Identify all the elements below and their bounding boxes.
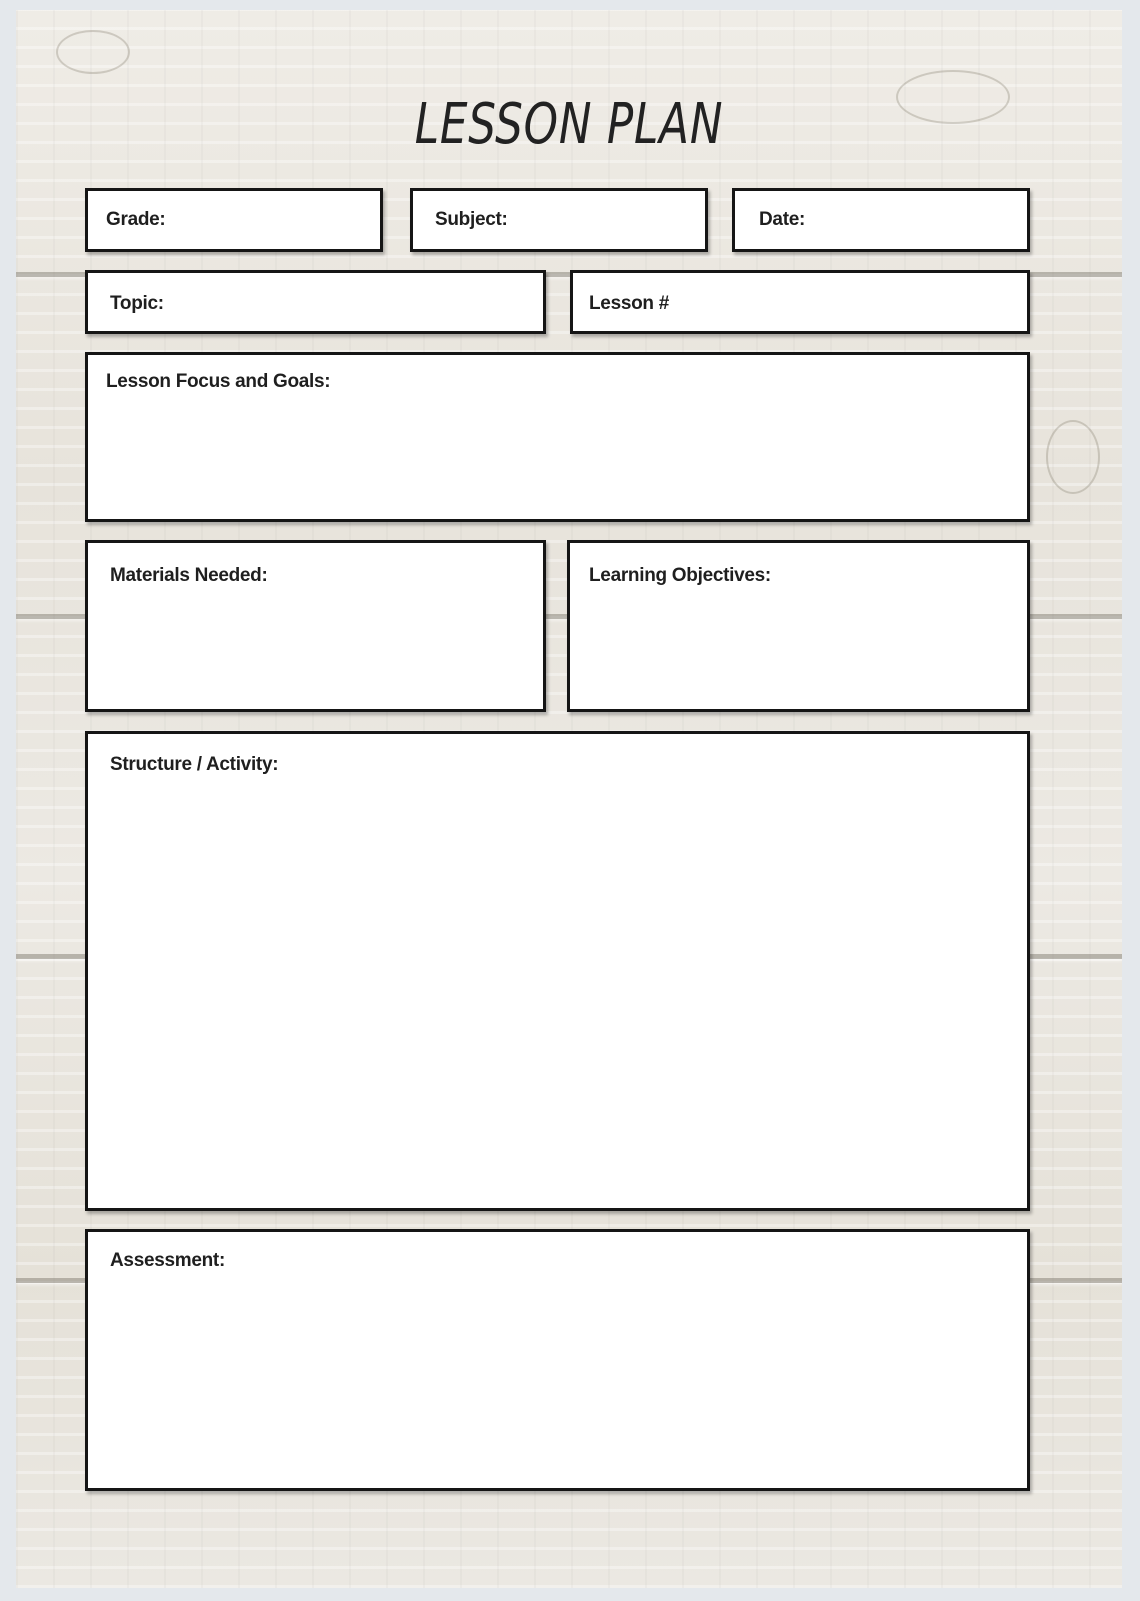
lesson-focus-field[interactable] — [85, 352, 1030, 522]
grade-label: Grade: — [106, 209, 166, 230]
lesson-number-field[interactable] — [570, 270, 1030, 334]
materials-label: Materials Needed: — [110, 565, 268, 586]
assessment-label: Assessment: — [110, 1250, 225, 1271]
topic-field[interactable] — [85, 270, 546, 334]
lesson-focus-label: Lesson Focus and Goals: — [106, 371, 331, 392]
lesson-number-label: Lesson # — [589, 293, 669, 314]
wood-knot — [56, 30, 130, 74]
grade-field[interactable] — [85, 188, 383, 252]
date-field[interactable] — [732, 188, 1030, 252]
assessment-field[interactable] — [85, 1229, 1030, 1491]
lesson-plan-sheet — [16, 10, 1122, 1588]
structure-activity-label: Structure / Activity: — [110, 754, 279, 775]
topic-label: Topic: — [110, 293, 164, 314]
structure-activity-field[interactable] — [85, 731, 1030, 1211]
objectives-label: Learning Objectives: — [589, 565, 771, 586]
subject-field[interactable] — [410, 188, 708, 252]
page-title: LESSON PLAN — [414, 92, 724, 157]
subject-label: Subject: — [435, 209, 508, 230]
wood-knot — [1046, 420, 1100, 494]
date-label: Date: — [759, 209, 806, 230]
objectives-field[interactable] — [567, 540, 1030, 712]
materials-field[interactable] — [85, 540, 546, 712]
